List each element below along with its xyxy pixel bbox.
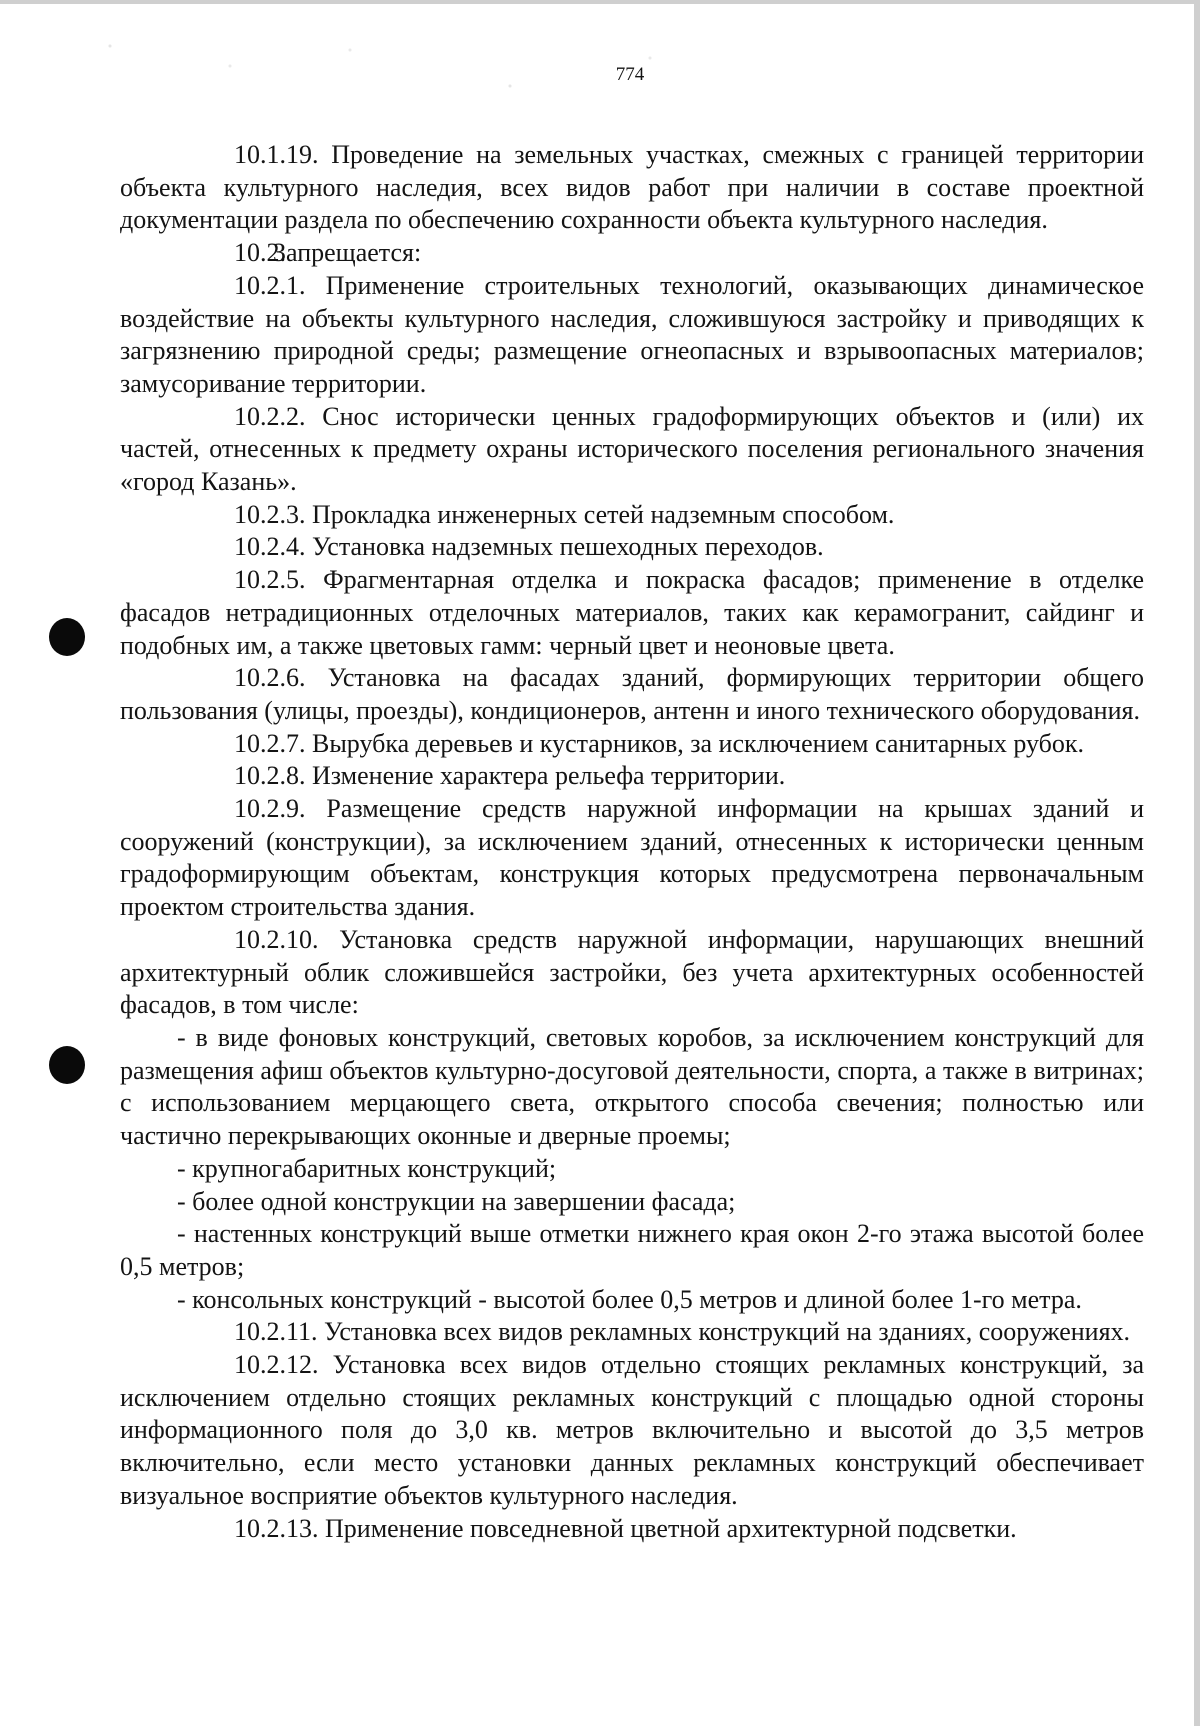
document-body: [120, 139, 1144, 1545]
paragraph-number: 10.2.3.: [234, 499, 306, 529]
paragraph-10-2-1: [120, 270, 1144, 401]
paragraph-text: Изменение характера рельефа территории.: [312, 761, 786, 791]
list-item-text: - в виде фоновых конструкций, световых коробов, за исключением конструкций для размещения афиш объектов культурно-досуговой деятельности, спорта, а также в витринах; с использованием мерцающего света, открытого способа свечения; полностью или частично перекрывающих оконные и дверные проемы;: [120, 1022, 1144, 1151]
paragraph-number: 10.2.8.: [234, 761, 306, 791]
paragraph-number: 10.2.5.: [234, 565, 306, 595]
punch-hole-lower: [49, 1046, 85, 1084]
paragraph-number: 10.2.4.: [234, 532, 306, 562]
paragraph-number: 10.2.12.: [234, 1350, 319, 1380]
list-item-console: [120, 1284, 1144, 1317]
paragraph-text: Применение строительных технологий, оказывающих динамическое воздействие на объекты культурного наследия, сложившуюся застройку и приводящих к загрязнению природной среды; размещение огнеопасных и взрывоопасных материалов; замусоривание территории.: [120, 270, 1145, 398]
paragraph-10-2-11: [120, 1316, 1144, 1349]
paragraph-number: 10.2.9.: [234, 794, 306, 824]
paragraph-number: 10.2.6.: [234, 663, 306, 693]
scan-edge-top: [0, 0, 1200, 4]
paragraph-number: 10.2.11.: [234, 1317, 318, 1347]
paragraph-number: 10.2.7.: [234, 728, 306, 758]
paragraph-text: Установка всех видов отдельно стоящих рекламных конструкций, за исключением отдельно стоящих рекламных конструкций с площадью одной стороны информационного поля до 3,0 кв. метров включительно и высотой до 3,5 метров включительно, если место установки данных рекламных конструкций обеспечивает визуальное восприятие объектов культурного наследия.: [120, 1350, 1145, 1510]
paragraph-text: Фрагментарная отделка и покраска фасадов; применение в отделке фасадов нетрадиционных отделочных материалов, таких как керамогранит, сайдинг и подобных им, а также цветовых гамм: черный цвет и неоновые цвета.: [120, 565, 1145, 660]
paragraph-10-2-9: [120, 793, 1144, 924]
paragraph-10-2-7: [120, 728, 1144, 761]
list-item-large: [120, 1153, 1144, 1186]
paragraph-text: Снос исторически ценных градоформирующих объектов и (или) их частей, отнесенных к предмету охраны исторического поселения регионального значения «город Казань».: [120, 401, 1144, 497]
paragraph-text: Установка всех видов рекламных конструкций на зданиях, сооружениях.: [324, 1317, 1131, 1347]
paragraph-10-2-2: [120, 401, 1144, 499]
paragraph-text: Установка средств наружной информации, нарушающих внешний архитектурный облик сложившейся застройки, без учета архитектурных особенностей фасадов, в том числе:: [120, 924, 1144, 1020]
page-number: 774: [615, 64, 645, 85]
list-item-text: - более одной конструкции на завершении фасада;: [177, 1186, 736, 1216]
paragraph-10-2-4: [120, 531, 1144, 564]
paragraph-text: Установка на фасадах зданий, формирующих территории общего пользования (улицы, проезды), кондиционеров, антенн и иного технического оборудования.: [120, 663, 1145, 725]
paragraph-10-2-3: [120, 499, 1144, 532]
paragraph-number: 10.2.1.: [234, 270, 306, 300]
paragraph-number: 10.2.10.: [234, 924, 319, 954]
list-item-wall-mounted: [120, 1218, 1144, 1283]
paragraph-number: 10.2.13.: [234, 1513, 319, 1543]
paragraph-number: 10.2.: [234, 238, 286, 268]
punch-hole-upper: [49, 618, 85, 656]
paragraph-text: Проведение на земельных участках, смежных с границей территории объекта культурного наследия, всех видов работ при наличии в составе проектной документации раздела по обеспечению сохранности объекта культурного наследия.: [120, 140, 1144, 235]
paragraph-10-2-8: [120, 760, 1144, 793]
list-item-text: - настенных конструкций выше отметки нижнего края окон 2-го этажа высотой более 0,5 метров;: [120, 1219, 1144, 1281]
list-item-facade-completion: [120, 1186, 1144, 1219]
list-item-text: - крупногабаритных конструкций;: [177, 1153, 557, 1183]
paragraph-number: 10.2.2.: [234, 401, 306, 431]
paragraph-10-2-13: [120, 1513, 1144, 1546]
list-item-backgrounds: [120, 1022, 1144, 1153]
paragraph-10-2-10: [120, 924, 1144, 1022]
paragraph-text: Применение повседневной цветной архитектурной подсветки.: [325, 1513, 1017, 1543]
paragraph-10-2: [120, 237, 1144, 270]
paragraph-text: Вырубка деревьев и кустарников, за исключением санитарных рубок.: [312, 728, 1084, 758]
paragraph-text: Запрещается:: [273, 238, 422, 268]
list-item-text: - консольных конструкций - высотой более 0,5 метров и длиной более 1-го метра.: [177, 1284, 1082, 1314]
paragraph-10-2-5: [120, 564, 1144, 662]
paragraph-10-2-12: [120, 1349, 1144, 1513]
paragraph-text: Прокладка инженерных сетей надземным способом.: [312, 499, 895, 529]
paragraph-text: Размещение средств наружной информации на крышах зданий и сооружений (конструкции), за исключением зданий, отнесенных к исторически ценным градоформирующим объектам, конструкция которых предусмотрена первоначальным проектом строительства здания.: [120, 794, 1145, 922]
scan-edge-right: [1194, 0, 1200, 1726]
paragraph-10-1-19: [120, 139, 1144, 237]
paragraph-number: 10.1.19.: [234, 140, 319, 169]
paragraph-text: Установка надземных пешеходных переходов.: [312, 532, 824, 562]
paragraph-10-2-6: [120, 662, 1144, 727]
